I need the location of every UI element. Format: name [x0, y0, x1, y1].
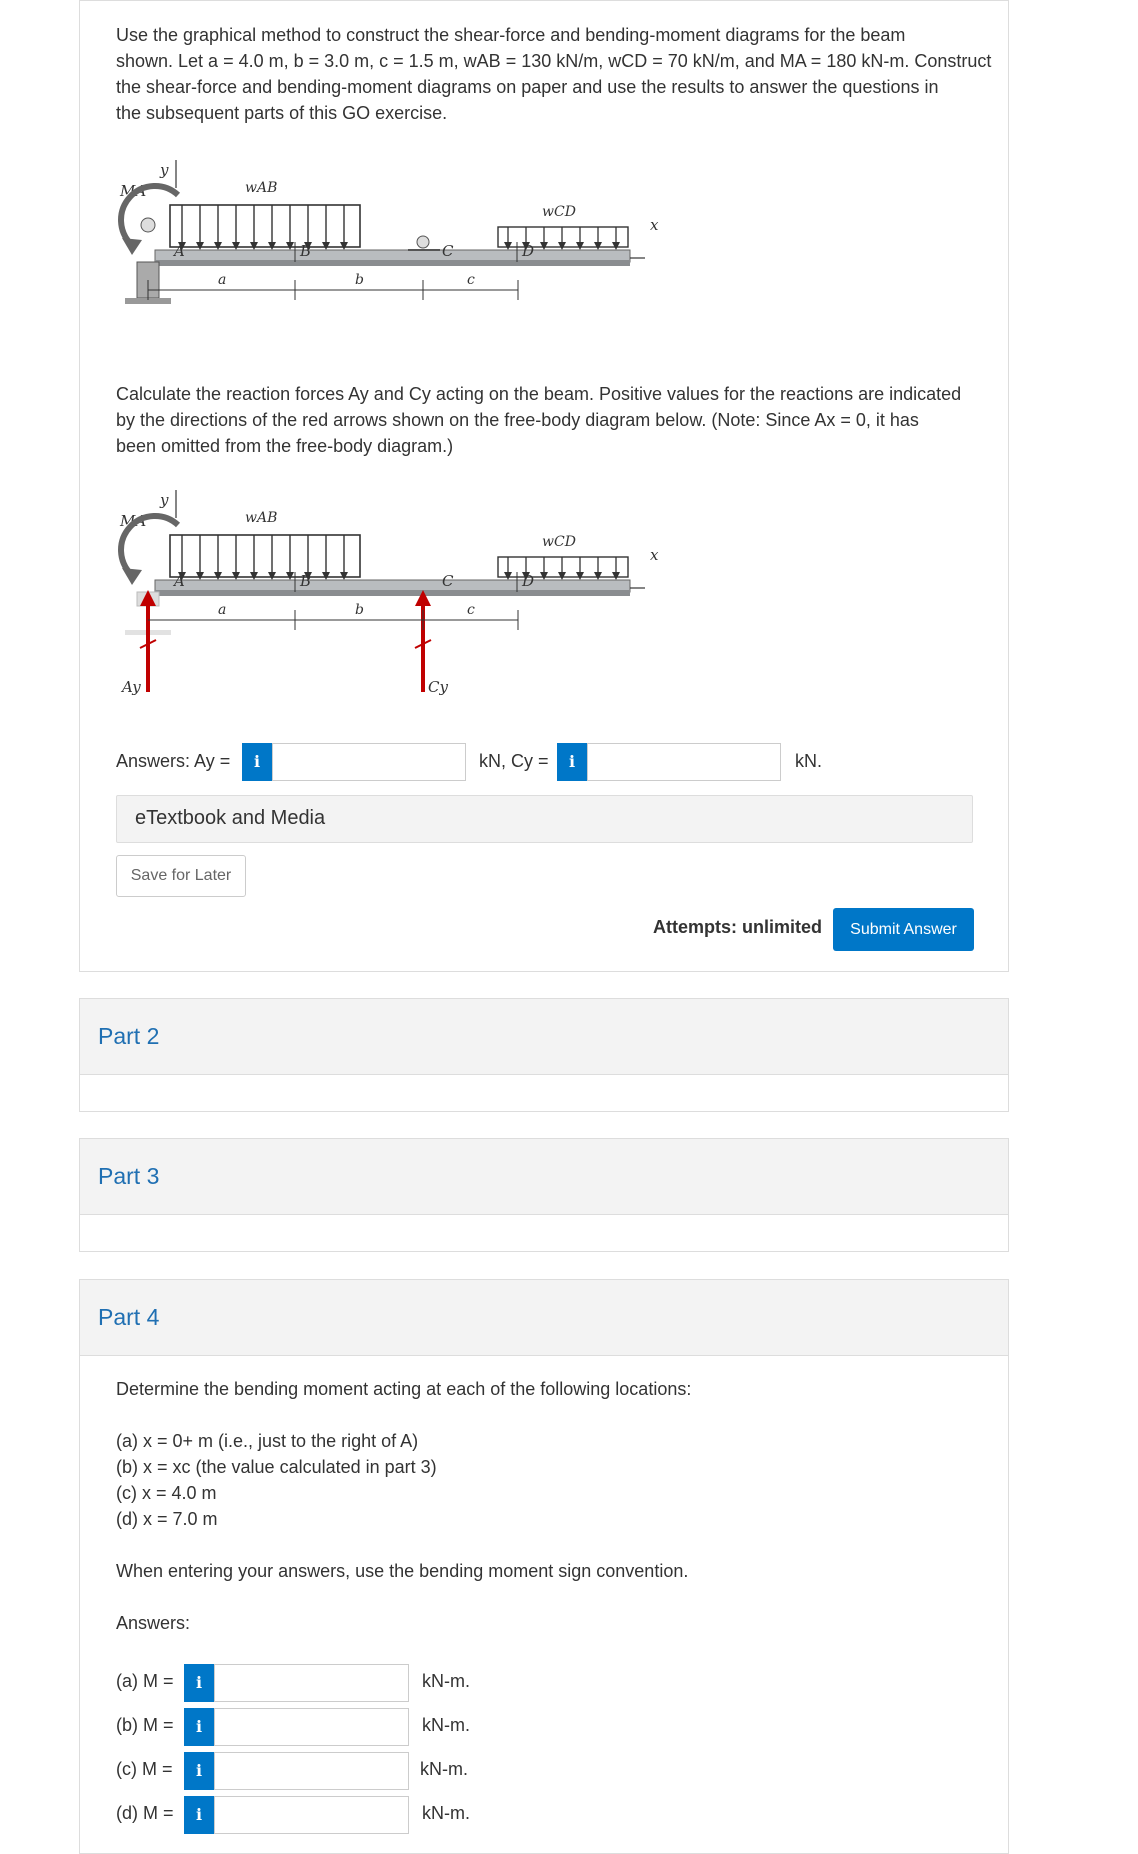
fbd-label-d: D — [522, 572, 535, 590]
submit-answer-button[interactable]: Submit Answer — [833, 908, 974, 951]
fbd-label-b: B — [300, 572, 312, 590]
answer-ay-label: Answers: Ay = — [116, 751, 231, 771]
etextbook-label: eTextbook and Media — [135, 807, 326, 829]
fbd-ma-label: MA — [120, 512, 147, 530]
moment-a-unit: kN-m. — [422, 1671, 470, 1691]
fbd-y-axis-label: y — [160, 491, 169, 509]
part4-convention: When entering your answers, use the bending moment sign convention. — [116, 1561, 689, 1581]
part4-item-b: (b) x = xc (the value calculated in part 3) — [116, 1457, 437, 1477]
moment-c-info-icon[interactable]: i — [184, 1752, 214, 1790]
wcd-label: wCD — [542, 204, 576, 220]
fbd-dim-a: a — [218, 602, 227, 618]
beam-diagram — [110, 150, 670, 360]
label-b: B — [300, 242, 312, 260]
moment-b-unit: kN-m. — [422, 1715, 470, 1735]
moment-c-label: (c) M = — [116, 1759, 173, 1779]
fbd-dim-c: c — [467, 602, 475, 618]
part-3-body — [79, 1215, 1009, 1252]
fbd-wab-label: wAB — [245, 510, 278, 526]
save-for-later-button[interactable]: Save for Later — [116, 855, 246, 897]
reaction-line-1: Calculate the reaction forces Ay and Cy acting on the beam. Positive values for the reactions are indicated — [116, 384, 962, 404]
problem-line-1: Use the graphical method to construct the shear-force and bending-moment diagrams for the beam — [116, 25, 906, 45]
cy-info-icon[interactable]: i — [557, 743, 587, 781]
ay-info-icon[interactable]: i — [242, 743, 272, 781]
attempts-label: Attempts: unlimited — [653, 917, 822, 937]
moment-b-info-icon[interactable]: i — [184, 1708, 214, 1746]
part4-item-a: (a) x = 0+ m (i.e., just to the right of A) — [116, 1431, 419, 1451]
wab-label: wAB — [245, 180, 278, 196]
reaction-line-3: been omitted from the free-body diagram.) — [116, 436, 454, 456]
reaction-line-2: by the directions of the red arrows shown on the free-body diagram below. (Note: Since Ax = 0, it has — [116, 410, 919, 430]
fbd-dim-b: b — [355, 602, 364, 618]
part-3-header[interactable] — [79, 1138, 1009, 1215]
part-2-body — [79, 1075, 1009, 1112]
dim-a: a — [218, 272, 227, 288]
support-a-label: A — [174, 242, 185, 260]
part4-item-d: (d) x = 7.0 m — [116, 1509, 218, 1529]
part-2-header[interactable] — [79, 998, 1009, 1075]
part-2-label: Part 2 — [98, 1023, 160, 1049]
moment-d-info-icon[interactable]: i — [184, 1796, 214, 1834]
moment-a-input[interactable] — [214, 1664, 409, 1702]
answer-cy-label: kN, Cy = — [479, 751, 549, 771]
part4-answers-label: Answers: — [116, 1613, 191, 1633]
ma-label: MA — [120, 182, 147, 200]
moment-b-label: (b) M = — [116, 1715, 174, 1735]
moment-d-input[interactable] — [214, 1796, 409, 1834]
part-3-label: Part 3 — [98, 1163, 160, 1189]
dim-c: c — [467, 272, 475, 288]
moment-a-label: (a) M = — [116, 1671, 174, 1691]
problem-line-2: shown. Let a = 4.0 m, b = 3.0 m, c = 1.5 m, wAB = 130 kN/m, wCD = 70 kN/m, and MA = 180 kN-m. Construct — [116, 51, 992, 71]
dim-b: b — [355, 272, 364, 288]
answer-unit-kn: kN. — [795, 751, 822, 771]
cy-input[interactable] — [587, 743, 781, 781]
part4-intro: Determine the bending moment acting at each of the following locations: — [116, 1379, 692, 1399]
fbd-ay-label: Ay — [122, 678, 141, 696]
fbd-x-axis-label: x — [650, 546, 659, 564]
part4-item-c: (c) x = 4.0 m — [116, 1483, 217, 1503]
moment-a-info-icon[interactable]: i — [184, 1664, 214, 1702]
label-d: D — [522, 242, 535, 260]
problem-line-3: the shear-force and bending-moment diagrams on paper and use the results to answer the questions in — [116, 77, 939, 97]
fbd-wcd-label: wCD — [542, 534, 576, 550]
part-4-header[interactable] — [79, 1279, 1009, 1356]
moment-b-input[interactable] — [214, 1708, 409, 1746]
fbd-label-c: C — [442, 572, 454, 590]
problem-line-4: the subsequent parts of this GO exercise. — [116, 103, 448, 123]
moment-c-unit: kN-m. — [420, 1759, 468, 1779]
moment-c-input[interactable] — [214, 1752, 409, 1790]
etextbook-media-panel[interactable] — [116, 795, 973, 843]
y-axis-label: y — [160, 161, 169, 179]
ay-input[interactable] — [272, 743, 466, 781]
fbd-cy-label: Cy — [428, 678, 448, 696]
moment-d-unit: kN-m. — [422, 1803, 470, 1823]
label-c: C — [442, 242, 454, 260]
free-body-diagram — [110, 480, 670, 720]
moment-d-label: (d) M = — [116, 1803, 174, 1823]
fbd-support-a-label: A — [174, 572, 185, 590]
part-4-label: Part 4 — [98, 1304, 160, 1330]
x-axis-label: x — [650, 216, 659, 234]
